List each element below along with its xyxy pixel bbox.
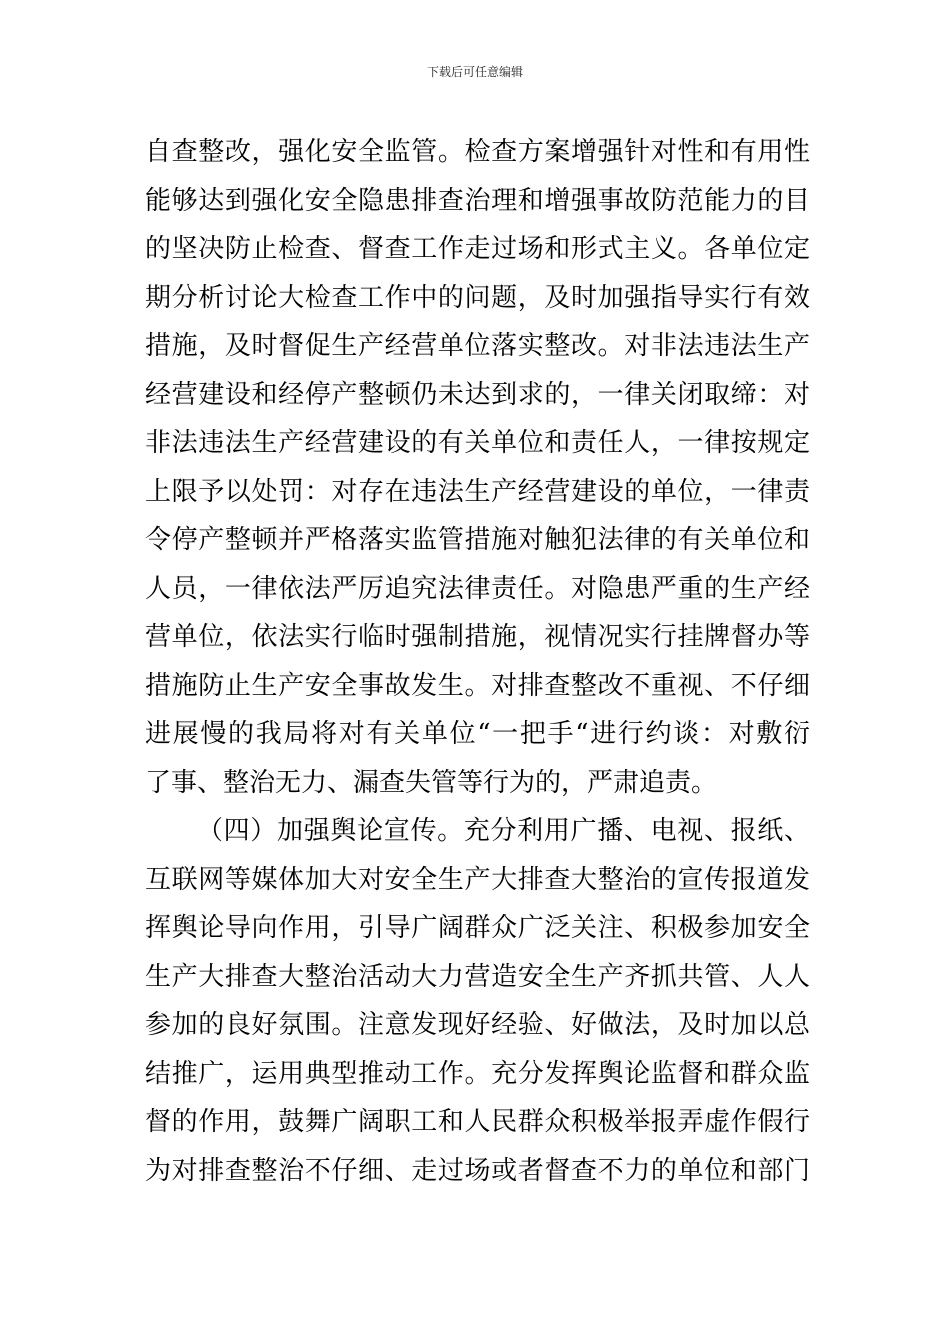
- text-line: 为对排查整治不仔细、走过场或者督查不力的单位和部门: [145, 1155, 810, 1186]
- text-line: 令停产整顿并严格落实监管措施对触犯法律的有关单位和: [145, 525, 810, 555]
- text-line: 进展慢的我局将对有关单位“一把手“进行约谈：对敷衍: [145, 719, 810, 749]
- text-line: 期分析讨论大检查工作中的问题，及时加强指导实行有效: [145, 282, 810, 313]
- page-header: 下载后可任意编辑: [426, 65, 523, 79]
- text-line: 结推广，运用典型推动工作。充分发挥舆论监督和群众监: [145, 1058, 810, 1089]
- text-line: 参加的良好氛围。注意发现好经验、好做法，及时加以总: [145, 1010, 810, 1040]
- body-text: [145, 128, 810, 1195]
- text-line: 互联网等媒体加大对安全生产大排查大整治的宣传报道发: [145, 864, 810, 895]
- text-line: 的坚决防止检查、督查工作走过场和形式主义。各单位定: [145, 234, 810, 264]
- section-heading-line: （四）加强舆论宣传。充分利用广播、电视、报纸、: [197, 816, 810, 846]
- text-line: 能够达到强化安全隐患排查治理和增强事故防范能力的目: [145, 185, 810, 216]
- text-line: 措施，及时督促生产经营单位落实整改。对非法违法生产: [145, 331, 810, 361]
- text-line: 营单位，依法实行临时强制措施，视情况实行挂牌督办等: [145, 622, 810, 652]
- text-line: 经营建设和经停产整顿仍未达到求的，一律关闭取缔：对: [145, 379, 810, 410]
- text-line: 非法违法生产经营建设的有关单位和责任人，一律按规定: [145, 428, 810, 458]
- text-line: 自查整改，强化安全监管。检查方案增强针对性和有用性: [145, 137, 810, 167]
- text-line: 上限予以处罚：对存在违法生产经营建设的单位，一律责: [145, 476, 810, 507]
- text-line: 措施防止生产安全事故发生。对排查整改不重视、不仔细: [145, 670, 810, 701]
- text-line: 督的作用，鼓舞广阔职工和人民群众积极举报弄虚作假行: [145, 1107, 810, 1137]
- text-line: 了事、整治无力、漏查失管等行为的，严肃追责。: [145, 767, 718, 798]
- text-line: 人员，一律依法严厉追究法律责任。对隐患严重的生产经: [145, 573, 810, 604]
- text-line: 挥舆论导向作用，引导广阔群众广泛关注、积极参加安全: [145, 913, 810, 943]
- text-line: 生产大排查大整治活动大力营造安全生产齐抓共管、人人: [145, 961, 810, 992]
